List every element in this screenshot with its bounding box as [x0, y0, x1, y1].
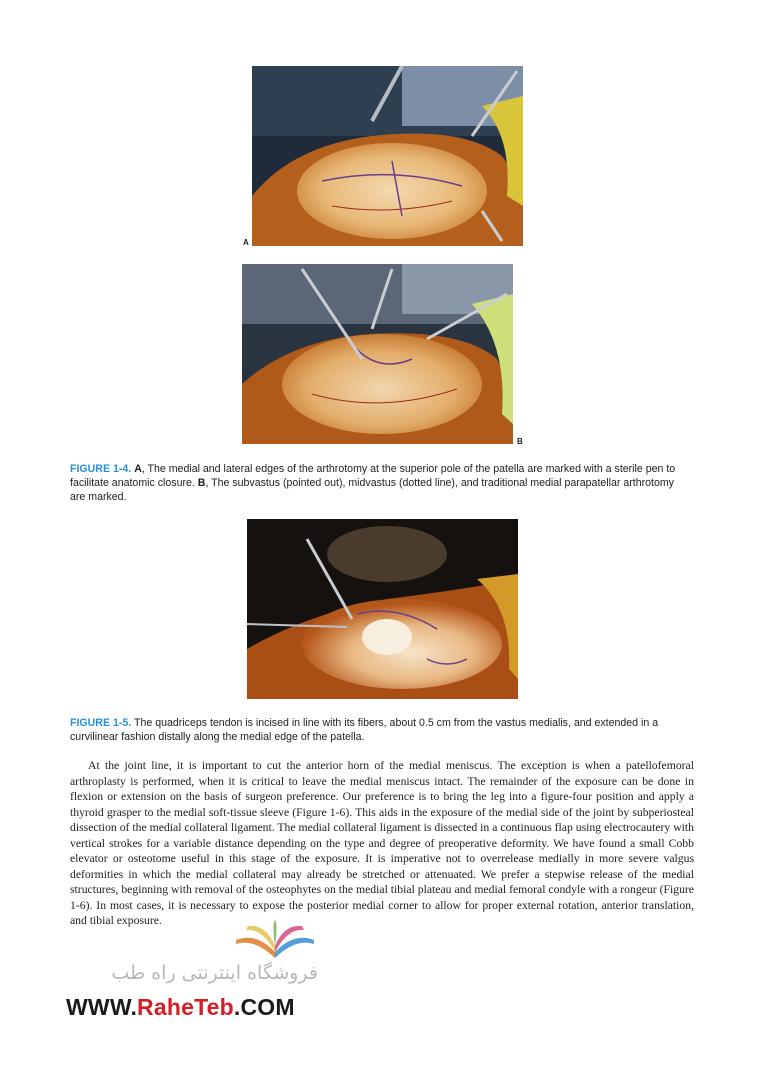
panel-a-label: A [243, 238, 249, 247]
watermark-url-brand: RaheTeb [137, 994, 234, 1020]
figure-1-5-caption [70, 716, 692, 744]
figure-1-5-id: FIGURE 1-5. [70, 717, 132, 729]
caption-b-letter: B [197, 477, 206, 489]
figure-1-4-caption [70, 462, 692, 504]
figure-1-5-text: The quadriceps tendon is incised in line with its fibers, about 0.5 cm from the vastus medialis, and extended in a curvilinear fashion distally along the medial edge of the patella. [70, 717, 659, 743]
caption-a-text: , The medial and lateral edges of the arthrotomy at the superior pole of the patella are marked with a sterile pen to facilitate anatomic closure. [70, 463, 676, 489]
caption-a-letter: A [134, 463, 142, 475]
open-book-icon [232, 918, 318, 960]
figure-1-4b-photo [242, 264, 513, 444]
watermark-url [66, 994, 326, 1021]
watermark-persian-text: فروشگاه اینترنتی راه طب [111, 962, 318, 984]
figure-1-4a-photo [252, 66, 523, 246]
caption-b-text: , The subvastus (pointed out), midvastus (dotted line), and traditional medial parapatellar arthrotomy are marked. [70, 477, 674, 503]
panel-b-label: B [517, 437, 523, 446]
figure-1-4-id: FIGURE 1-4. [70, 463, 132, 475]
body-paragraph: At the joint line, it is important to cut the anterior horn of the medial meniscus. The exception is when a patellofemoral arthroplasty is performed, when it is critical to leave the medial meniscus intact. The remainder of the exposure can be done in flexion or extension on the basis of surgeon preference. Our preference is to bring the leg into a figure-four position and apply a thyroid grasper to the medial soft-tissue sleeve (Figure 1-6). This aids in the exposure of the medial side of the joint by subperiosteal dissection of the medial collateral ligament. The medial collateral ligament is dissected in a continuous flap using electrocautery with vertical strokes for a variable distance depending on the type and degree of preoperative deformity. We have found a small Cobb elevator or osteotome useful in this stage of the exposure. It is imperative not to overrelease medially in more severe valgus deformities in which the medial collateral may already be stretched or attenuated. We prefer a stepwise release of the medial structures, beginning with removal of the osteophytes on the medial tibial plateau and medial femoral condyle with a rongeur (Figure 1-6). In most cases, it is necessary to expose the posterior medial corner to allow for proper external rotation, anterior translation, and tibial exposure. [70, 759, 694, 928]
figure-1-5-photo [247, 519, 518, 699]
watermark-url-suffix: .COM [233, 994, 295, 1020]
watermark-url-prefix: WWW. [66, 994, 138, 1020]
